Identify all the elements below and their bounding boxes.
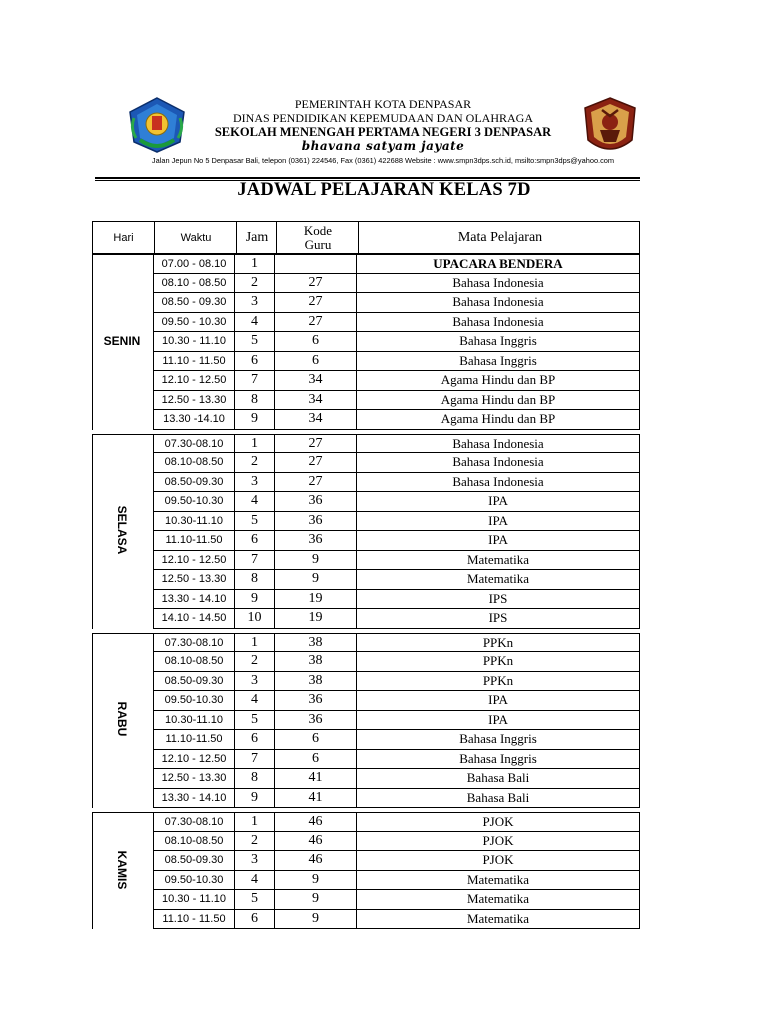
letterhead <box>118 90 648 176</box>
cell-waktu: 07.30-08.10 <box>153 435 235 454</box>
cell-jam: 7 <box>235 750 275 769</box>
cell-kode-guru: 9 <box>275 910 357 929</box>
cell-kode-guru: 27 <box>275 313 357 332</box>
cell-kode-guru: 27 <box>275 473 357 492</box>
header-hari: Hari <box>113 231 134 244</box>
cell-jam: 8 <box>235 769 275 788</box>
cell-waktu: 11.10 - 11.50 <box>153 352 235 371</box>
cell-mata-pelajaran: Bahasa Indonesia <box>357 313 640 332</box>
day-block <box>92 254 640 430</box>
table-row <box>153 652 640 672</box>
table-row <box>153 453 640 473</box>
table-row <box>153 590 640 610</box>
cell-waktu: 12.50 - 13.30 <box>153 391 235 410</box>
cell-jam: 9 <box>235 410 275 429</box>
cell-waktu: 13.30 - 14.10 <box>153 789 235 808</box>
cell-mata-pelajaran: PPKn <box>357 672 640 691</box>
table-row <box>153 473 640 493</box>
table-row <box>153 492 640 512</box>
cell-kode-guru: 19 <box>275 590 357 609</box>
cell-kode-guru: 6 <box>275 730 357 749</box>
cell-kode-guru: 6 <box>275 750 357 769</box>
cell-mata-pelajaran: PJOK <box>357 832 640 851</box>
day-name: KAMIS <box>115 850 129 889</box>
cell-jam: 7 <box>235 371 275 390</box>
cell-waktu: 09.50-10.30 <box>153 691 235 710</box>
day-block <box>92 434 640 629</box>
cell-mata-pelajaran: Bahasa Indonesia <box>357 435 640 454</box>
cell-mata-pelajaran: IPA <box>357 531 640 550</box>
day-divider <box>92 434 153 435</box>
cell-mata-pelajaran: Bahasa Inggris <box>357 332 640 351</box>
table-row <box>153 851 640 871</box>
cell-mata-pelajaran: IPS <box>357 590 640 609</box>
day-name: SENIN <box>103 333 141 348</box>
cell-kode-guru: 27 <box>275 293 357 312</box>
cell-mata-pelajaran: UPACARA BENDERA <box>357 255 640 274</box>
cell-kode-guru: 34 <box>275 410 357 429</box>
cell-kode-guru <box>275 255 357 274</box>
cell-jam: 8 <box>235 391 275 410</box>
cell-waktu: 07.00 - 08.10 <box>153 255 235 274</box>
day-divider <box>92 812 153 813</box>
letterhead-line-department: DINAS PENDIDIKAN KEPEMUDAAN DAN OLAHRAGA <box>233 111 533 125</box>
table-row <box>153 750 640 770</box>
cell-mata-pelajaran: Bahasa Bali <box>357 769 640 788</box>
cell-jam: 6 <box>235 531 275 550</box>
table-row <box>153 789 640 809</box>
table-row <box>153 293 640 313</box>
cell-waktu: 09.50 - 10.30 <box>153 313 235 332</box>
cell-waktu: 14.10 - 14.50 <box>153 609 235 628</box>
table-row <box>153 633 640 653</box>
table-row <box>153 551 640 571</box>
table-header <box>92 221 640 254</box>
cell-mata-pelajaran: Bahasa Inggris <box>357 730 640 749</box>
cell-waktu: 10.30 - 11.10 <box>153 890 235 909</box>
cell-waktu: 12.50 - 13.30 <box>153 570 235 589</box>
cell-mata-pelajaran: Matematika <box>357 871 640 890</box>
cell-waktu: 11.10 - 11.50 <box>153 910 235 929</box>
table-row <box>153 254 640 274</box>
cell-mata-pelajaran: PJOK <box>357 851 640 870</box>
cell-waktu: 12.10 - 12.50 <box>153 371 235 390</box>
cell-kode-guru: 38 <box>275 652 357 671</box>
cell-mata-pelajaran: IPA <box>357 711 640 730</box>
cell-jam: 2 <box>235 274 275 293</box>
cell-jam: 6 <box>235 730 275 749</box>
table-row <box>153 910 640 930</box>
table-row <box>153 313 640 333</box>
cell-mata-pelajaran: IPA <box>357 512 640 531</box>
table-row <box>153 832 640 852</box>
cell-jam: 1 <box>235 255 275 274</box>
cell-waktu: 08.50-09.30 <box>153 672 235 691</box>
page-title: JADWAL PELAJARAN KELAS 7D <box>237 180 531 200</box>
cell-mata-pelajaran: Agama Hindu dan BP <box>357 410 640 429</box>
cell-mata-pelajaran: IPA <box>357 492 640 511</box>
cell-waktu: 10.30-11.10 <box>153 711 235 730</box>
cell-waktu: 12.50 - 13.30 <box>153 769 235 788</box>
cell-jam: 2 <box>235 453 275 472</box>
cell-mata-pelajaran: Bahasa Indonesia <box>357 453 640 472</box>
cell-waktu: 09.50-10.30 <box>153 492 235 511</box>
table-row <box>153 890 640 910</box>
cell-waktu: 13.30 -14.10 <box>153 410 235 429</box>
letterhead-line-school: SEKOLAH MENENGAH PERTAMA NEGERI 3 DENPASAR <box>214 125 552 139</box>
table-row <box>153 391 640 411</box>
day-divider <box>92 254 153 255</box>
cell-kode-guru: 9 <box>275 871 357 890</box>
cell-kode-guru: 36 <box>275 531 357 550</box>
cell-kode-guru: 36 <box>275 691 357 710</box>
cell-jam: 2 <box>235 652 275 671</box>
cell-jam: 4 <box>235 871 275 890</box>
table-row <box>153 512 640 532</box>
header-waktu: Waktu <box>154 222 237 253</box>
cell-waktu: 08.50-09.30 <box>153 473 235 492</box>
cell-jam: 3 <box>235 293 275 312</box>
header-mata-pelajaran: Mata Pelajaran <box>358 222 641 253</box>
cell-kode-guru: 19 <box>275 609 357 628</box>
cell-kode-guru: 9 <box>275 551 357 570</box>
cell-kode-guru: 46 <box>275 832 357 851</box>
cell-jam: 8 <box>235 570 275 589</box>
day-block <box>92 633 640 809</box>
cell-mata-pelajaran: Bahasa Bali <box>357 789 640 808</box>
cell-kode-guru: 38 <box>275 672 357 691</box>
cell-jam: 4 <box>235 492 275 511</box>
day-name: RABU <box>115 701 129 737</box>
cell-jam: 5 <box>235 512 275 531</box>
cell-mata-pelajaran: Bahasa Inggris <box>357 352 640 371</box>
cell-mata-pelajaran: PPKn <box>357 652 640 671</box>
cell-kode-guru: 41 <box>275 769 357 788</box>
cell-mata-pelajaran: Agama Hindu dan BP <box>357 391 640 410</box>
cell-kode-guru: 36 <box>275 492 357 511</box>
schedule-table <box>92 221 640 931</box>
cell-jam: 10 <box>235 609 275 628</box>
cell-kode-guru: 46 <box>275 813 357 832</box>
cell-jam: 9 <box>235 590 275 609</box>
cell-mata-pelajaran: IPS <box>357 609 640 628</box>
table-row <box>153 570 640 590</box>
cell-jam: 1 <box>235 435 275 454</box>
cell-mata-pelajaran: IPA <box>357 691 640 710</box>
table-row <box>153 730 640 750</box>
cell-waktu: 12.10 - 12.50 <box>153 750 235 769</box>
table-row <box>153 434 640 454</box>
cell-waktu: 08.10 - 08.50 <box>153 274 235 293</box>
cell-jam: 1 <box>235 813 275 832</box>
table-row <box>153 711 640 731</box>
cell-jam: 3 <box>235 851 275 870</box>
table-row <box>153 332 640 352</box>
cell-kode-guru: 27 <box>275 435 357 454</box>
cell-jam: 5 <box>235 890 275 909</box>
cell-kode-guru: 38 <box>275 634 357 653</box>
school-address: Jalan Jepun No 5 Denpasar Bali, telepon (0361) 224546, Fax (0361) 422688 Website : www.smpn3dps.sch.id, msilto:smpn3dps@yahoo.com <box>151 156 615 165</box>
table-row <box>153 352 640 372</box>
cell-mata-pelajaran: Bahasa Indonesia <box>357 293 640 312</box>
cell-kode-guru: 27 <box>275 453 357 472</box>
table-row <box>153 371 640 391</box>
cell-waktu: 10.30 - 11.10 <box>153 332 235 351</box>
cell-kode-guru: 9 <box>275 570 357 589</box>
header-jam: Jam <box>236 222 277 253</box>
cell-kode-guru: 27 <box>275 274 357 293</box>
day-name: SELASA <box>115 505 129 555</box>
cell-jam: 3 <box>235 473 275 492</box>
cell-jam: 6 <box>235 910 275 929</box>
cell-mata-pelajaran: PPKn <box>357 634 640 653</box>
cell-mata-pelajaran: Matematika <box>357 910 640 929</box>
table-row <box>153 769 640 789</box>
cell-jam: 6 <box>235 352 275 371</box>
cell-waktu: 08.10-08.50 <box>153 832 235 851</box>
cell-jam: 3 <box>235 672 275 691</box>
cell-waktu: 11.10-11.50 <box>153 730 235 749</box>
cell-waktu: 08.50-09.30 <box>153 851 235 870</box>
cell-mata-pelajaran: Bahasa Indonesia <box>357 274 640 293</box>
cell-mata-pelajaran: Bahasa Indonesia <box>357 473 640 492</box>
table-row <box>153 274 640 294</box>
table-row <box>153 410 640 430</box>
cell-kode-guru: 46 <box>275 851 357 870</box>
cell-kode-guru: 41 <box>275 789 357 808</box>
cell-jam: 2 <box>235 832 275 851</box>
cell-jam: 5 <box>235 711 275 730</box>
cell-waktu: 09.50-10.30 <box>153 871 235 890</box>
cell-kode-guru: 6 <box>275 352 357 371</box>
day-divider <box>92 633 153 634</box>
cell-jam: 1 <box>235 634 275 653</box>
day-block <box>92 812 640 929</box>
cell-kode-guru: 34 <box>275 391 357 410</box>
cell-mata-pelajaran: Matematika <box>357 890 640 909</box>
cell-waktu: 08.50 - 09.30 <box>153 293 235 312</box>
header-kode-line2: Guru <box>304 236 332 252</box>
cell-jam: 5 <box>235 332 275 351</box>
cell-waktu: 07.30-08.10 <box>153 813 235 832</box>
cell-waktu: 10.30-11.10 <box>153 512 235 531</box>
cell-waktu: 08.10-08.50 <box>153 652 235 671</box>
cell-mata-pelajaran: PJOK <box>357 813 640 832</box>
table-row <box>153 691 640 711</box>
cell-waktu: 12.10 - 12.50 <box>153 551 235 570</box>
cell-kode-guru: 34 <box>275 371 357 390</box>
cell-jam: 4 <box>235 313 275 332</box>
cell-mata-pelajaran: Bahasa Inggris <box>357 750 640 769</box>
cell-mata-pelajaran: Agama Hindu dan BP <box>357 371 640 390</box>
table-row <box>153 531 640 551</box>
cell-waktu: 13.30 - 14.10 <box>153 590 235 609</box>
header-kode-guru <box>276 222 359 253</box>
cell-waktu: 08.10-08.50 <box>153 453 235 472</box>
letterhead-line-government: PEMERINTAH KOTA DENPASAR <box>294 97 472 111</box>
table-row <box>153 812 640 832</box>
cell-mata-pelajaran: Matematika <box>357 570 640 589</box>
table-row <box>153 871 640 891</box>
cell-jam: 9 <box>235 789 275 808</box>
cell-jam: 7 <box>235 551 275 570</box>
cell-jam: 4 <box>235 691 275 710</box>
cell-waktu: 07.30-08.10 <box>153 634 235 653</box>
cell-kode-guru: 36 <box>275 512 357 531</box>
cell-kode-guru: 36 <box>275 711 357 730</box>
header-kode-line1: Kode <box>303 222 333 238</box>
table-row <box>153 609 640 629</box>
school-motto: bhavana satyam jayate <box>301 139 465 153</box>
cell-waktu: 11.10-11.50 <box>153 531 235 550</box>
letterhead-rule <box>95 177 640 179</box>
cell-mata-pelajaran: Matematika <box>357 551 640 570</box>
table-row <box>153 672 640 692</box>
school-emblem-icon <box>580 96 640 158</box>
cell-kode-guru: 6 <box>275 332 357 351</box>
cell-kode-guru: 9 <box>275 890 357 909</box>
